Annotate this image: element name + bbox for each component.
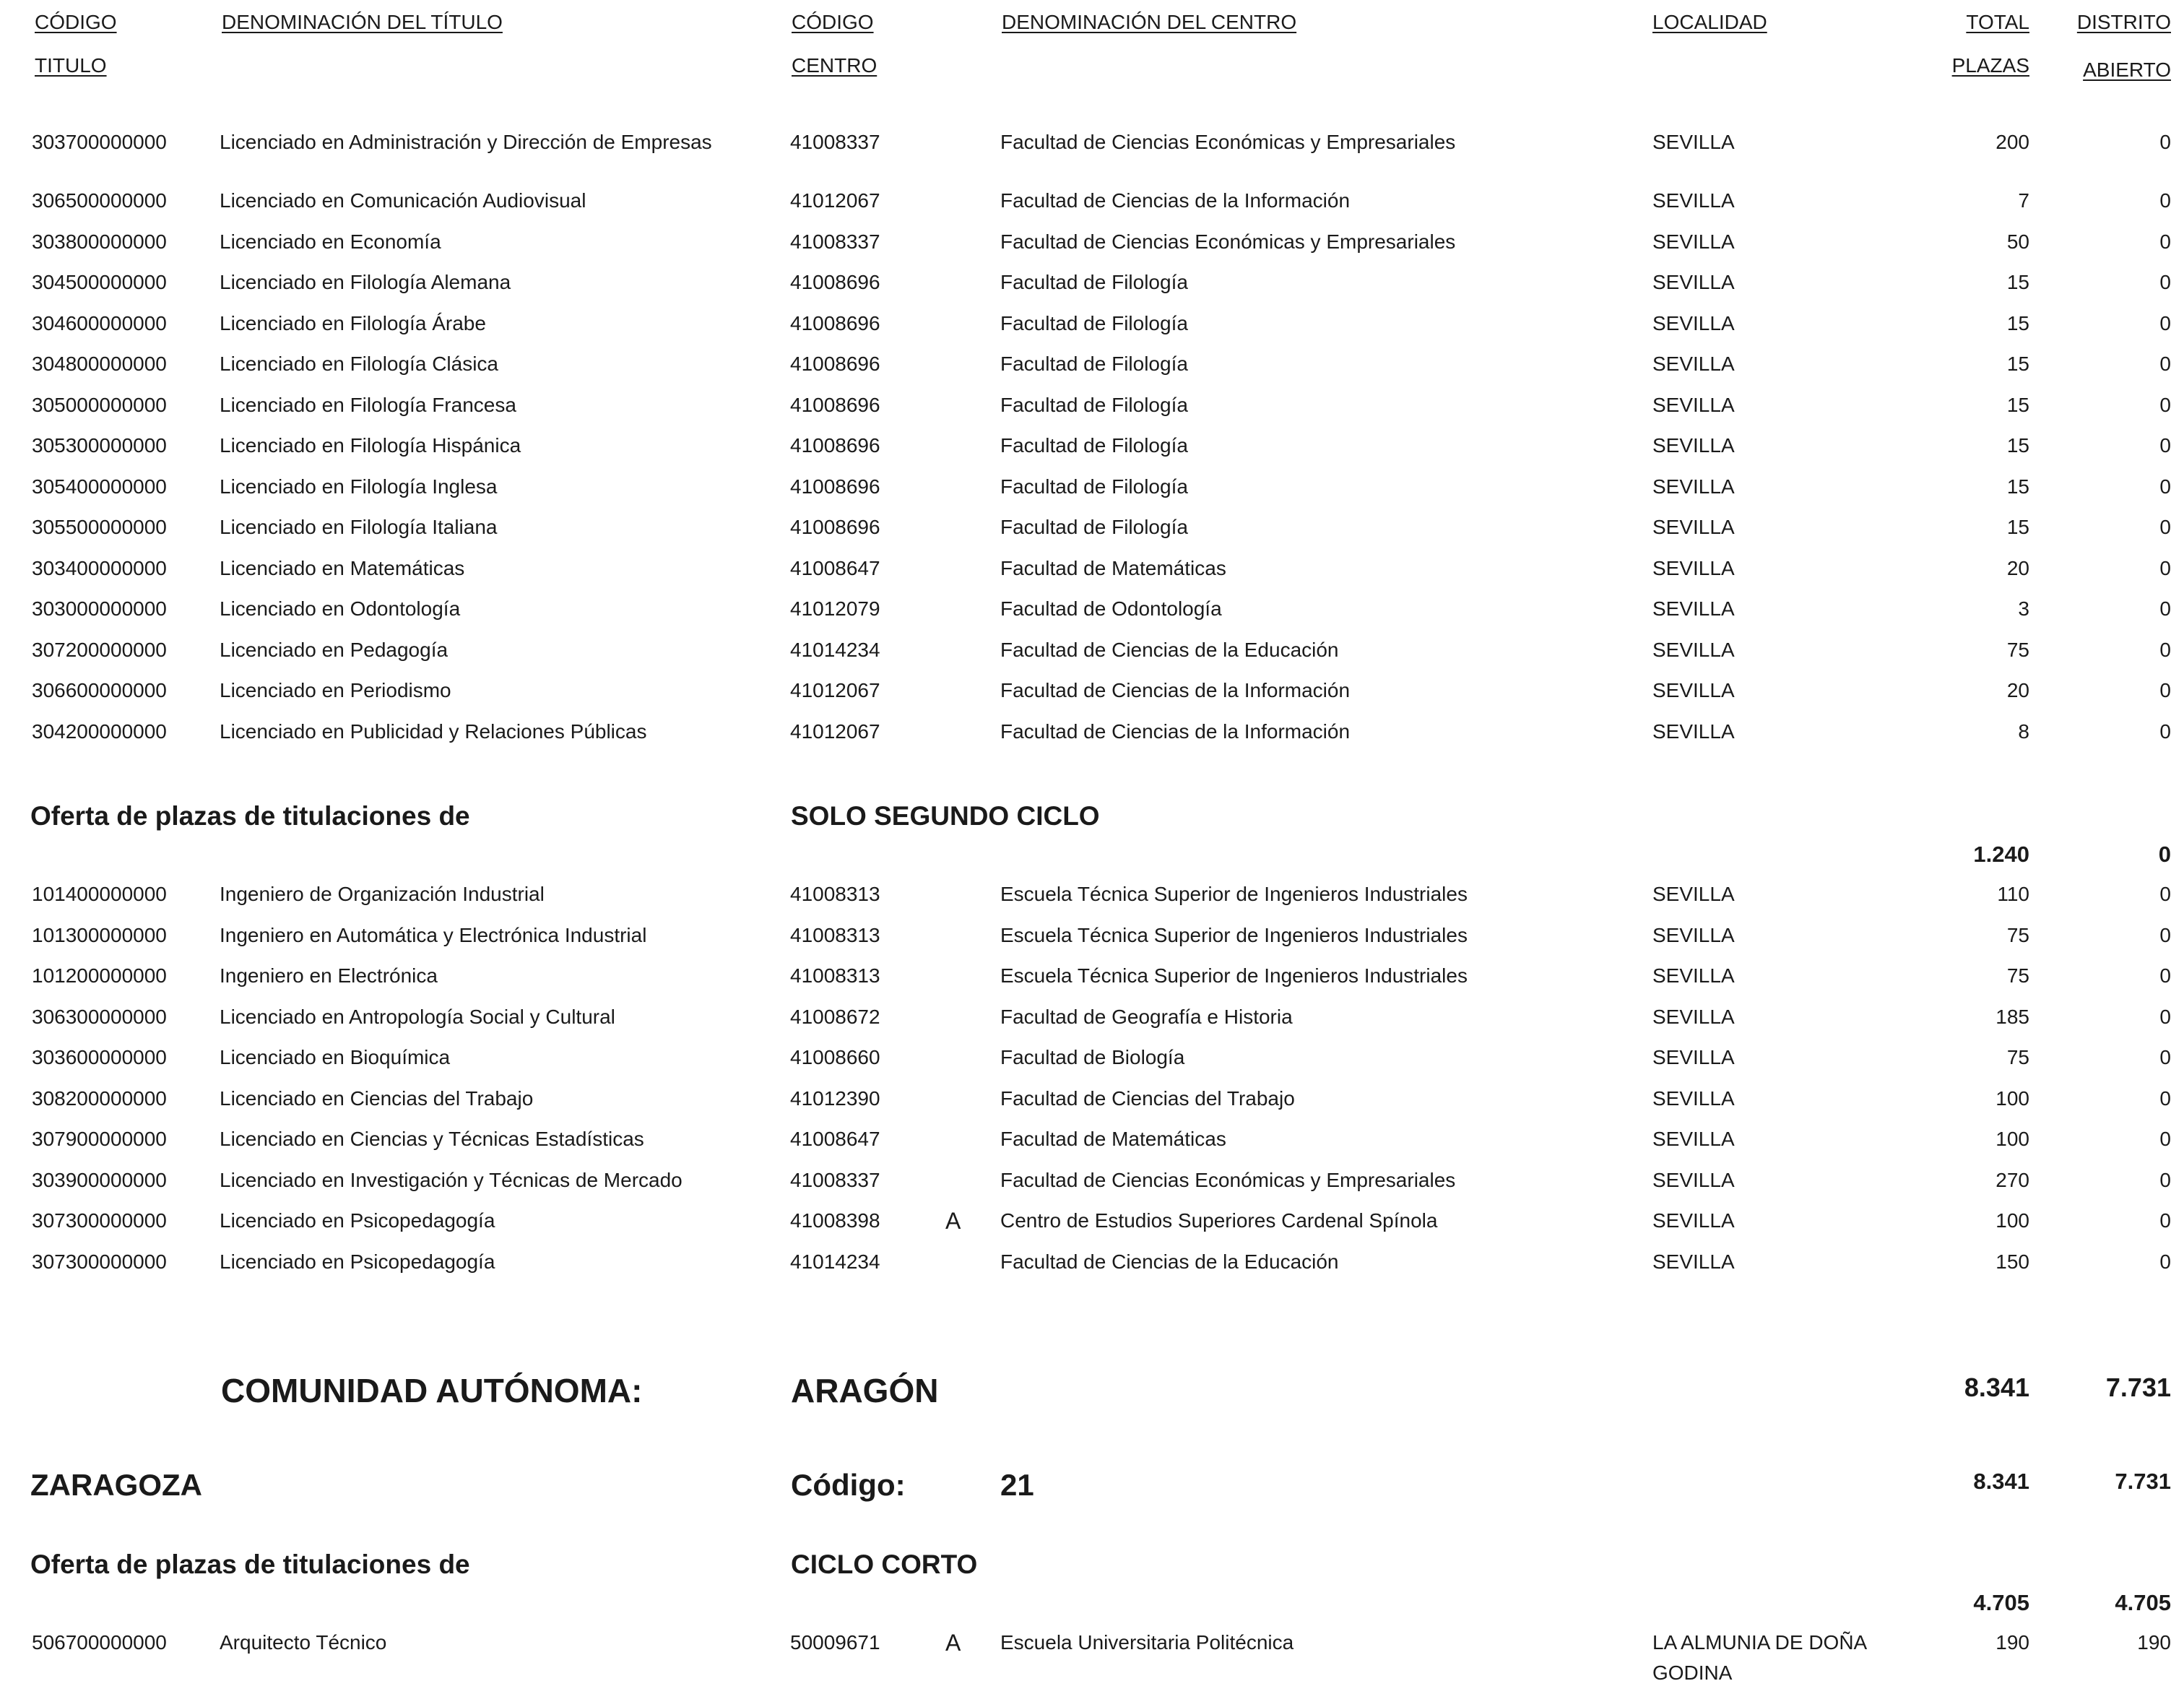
cell-codigo: 303800000000 bbox=[32, 230, 167, 253]
provincia-name: ZARAGOZA bbox=[30, 1468, 202, 1502]
cell-localidad: SEVILLA bbox=[1652, 719, 1735, 743]
cell-centro-codigo: 41008337 bbox=[790, 230, 880, 253]
cell-plazas: 100 bbox=[1996, 1086, 2029, 1110]
cell-plazas: 110 bbox=[1997, 883, 2029, 905]
cell-distrito: 190 bbox=[2137, 1631, 2171, 1654]
cell-centro: Escuela Universitaria Politécnica bbox=[1000, 1631, 1294, 1654]
header-total-plazas-1: TOTAL bbox=[1966, 11, 2029, 33]
cell-distrito: 0 bbox=[2159, 516, 2171, 538]
cell-distrito: 0 bbox=[2159, 679, 2171, 701]
header-codigo-titulo-1: CÓDIGO bbox=[35, 11, 117, 33]
cell-centro: Facultad de Filología bbox=[1000, 353, 1188, 375]
comunidad-total-plazas: 8.341 bbox=[1964, 1373, 2029, 1402]
cell-localidad: SEVILLA bbox=[1652, 923, 1735, 946]
cell-centro: Escuela Técnica Superior de Ingenieros Industriales bbox=[1000, 923, 1468, 946]
provincia-codigo: 21 bbox=[1000, 1468, 1034, 1502]
cell-codigo: 307900000000 bbox=[32, 1128, 167, 1150]
cell-distrito: 0 bbox=[2159, 1209, 2171, 1232]
cell-localidad: SEVILLA bbox=[1652, 556, 1735, 579]
cell-titulo: Licenciado en Filología Italiana bbox=[220, 516, 498, 538]
cell-distrito: 0 bbox=[2159, 1046, 2171, 1068]
cell-plazas: 100 bbox=[1996, 1128, 2029, 1150]
cell-localidad: SEVILLA bbox=[1652, 311, 1735, 334]
cell-centro: Facultad de Ciencias de la Educación bbox=[1000, 1250, 1339, 1273]
cell-codigo: 305000000000 bbox=[32, 393, 167, 416]
cell-centro: Facultad de Ciencias de la Información bbox=[1000, 719, 1351, 743]
cell-distrito: 0 bbox=[2159, 1128, 2171, 1150]
cell-distrito: 0 bbox=[2159, 230, 2171, 253]
subtotal-plazas-segundo: 1.240 bbox=[1973, 842, 2029, 867]
cell-titulo: Licenciado en Publicidad y Relaciones Públicas bbox=[220, 719, 647, 743]
cell-localidad: SEVILLA bbox=[1652, 1209, 1735, 1232]
cell-centro: Facultad de Ciencias Económicas y Empresariales bbox=[1000, 230, 1456, 253]
cell-centro-codigo: 41012067 bbox=[790, 189, 880, 212]
cell-titulo: Licenciado en Ciencias y Técnicas Estadísticas bbox=[220, 1128, 644, 1150]
cell-plazas: 15 bbox=[2006, 516, 2029, 538]
cell-centro: Facultad de Ciencias de la Educación bbox=[1000, 638, 1339, 661]
cell-codigo: 306600000000 bbox=[32, 679, 167, 701]
cell-titulo: Licenciado en Ciencias del Trabajo bbox=[220, 1086, 534, 1110]
cell-plazas: 15 bbox=[2006, 353, 2029, 375]
cell-flag: A bbox=[945, 1630, 961, 1656]
cell-codigo: 506700000000 bbox=[32, 1631, 167, 1654]
header-distrito-abierto-2: ABIERTO bbox=[2083, 59, 2171, 81]
cell-centro: Facultad de Filología bbox=[1000, 271, 1188, 293]
cell-centro: Facultad de Filología bbox=[1000, 393, 1188, 416]
cell-localidad: SEVILLA bbox=[1652, 638, 1735, 661]
cell-centro: Facultad de Ciencias del Trabajo bbox=[1000, 1086, 1295, 1110]
cell-centro: Facultad de Odontología bbox=[1000, 597, 1222, 620]
cell-plazas: 185 bbox=[1996, 1005, 2029, 1028]
cell-centro-codigo: 41008313 bbox=[790, 964, 880, 987]
cell-distrito: 0 bbox=[2159, 883, 2171, 905]
cell-codigo: 305400000000 bbox=[32, 475, 167, 498]
cell-centro-codigo: 41012067 bbox=[790, 679, 880, 701]
cell-distrito: 0 bbox=[2159, 311, 2171, 334]
cell-distrito: 0 bbox=[2159, 964, 2171, 987]
subtotal-distrito-segundo: 0 bbox=[2158, 842, 2171, 867]
cell-distrito: 0 bbox=[2159, 597, 2171, 620]
cell-localidad: SEVILLA bbox=[1652, 271, 1735, 293]
cell-centro: Facultad de Biología bbox=[1000, 1046, 1185, 1068]
cell-centro-codigo: 41008672 bbox=[790, 1005, 880, 1028]
cell-centro: Facultad de Matemáticas bbox=[1000, 1128, 1226, 1150]
cell-localidad: SEVILLA bbox=[1652, 393, 1735, 416]
cell-centro-codigo: 41008696 bbox=[790, 393, 880, 416]
cell-centro-codigo: 41008696 bbox=[790, 311, 880, 334]
subtotal-plazas-corto: 4.705 bbox=[1973, 1590, 2029, 1615]
cell-codigo: 304500000000 bbox=[32, 271, 167, 293]
cell-centro-codigo: 41008696 bbox=[790, 434, 880, 457]
cell-localidad: SEVILLA bbox=[1652, 434, 1735, 457]
cell-titulo: Ingeniero de Organización Industrial bbox=[220, 883, 545, 905]
section-type-corto: CICLO CORTO bbox=[791, 1550, 978, 1579]
cell-centro-codigo: 41008660 bbox=[790, 1046, 880, 1068]
cell-titulo: Licenciado en Filología Árabe bbox=[220, 311, 486, 334]
cell-localidad: SEVILLA bbox=[1652, 1168, 1735, 1191]
cell-distrito: 0 bbox=[2159, 271, 2171, 293]
cell-centro: Escuela Técnica Superior de Ingenieros Industriales bbox=[1000, 964, 1468, 987]
cell-plazas: 75 bbox=[2006, 964, 2029, 987]
cell-codigo: 303400000000 bbox=[32, 556, 167, 579]
cell-titulo: Arquitecto Técnico bbox=[220, 1631, 387, 1654]
cell-titulo: Licenciado en Filología Hispánica bbox=[220, 434, 521, 457]
cell-distrito: 0 bbox=[2159, 475, 2171, 498]
cell-localidad: SEVILLA bbox=[1652, 230, 1735, 253]
header-localidad: LOCALIDAD bbox=[1652, 11, 1767, 33]
cell-centro: Facultad de Ciencias de la Información bbox=[1000, 679, 1351, 701]
cell-titulo: Ingeniero en Electrónica bbox=[220, 964, 438, 987]
cell-codigo: 303000000000 bbox=[32, 597, 167, 620]
cell-plazas: 3 bbox=[2018, 597, 2029, 620]
cell-centro-codigo: 41008337 bbox=[790, 1168, 880, 1191]
cell-codigo: 308200000000 bbox=[32, 1086, 167, 1110]
cell-centro-codigo: 41008696 bbox=[790, 353, 880, 375]
cell-localidad: SEVILLA bbox=[1652, 516, 1735, 538]
cell-centro: Facultad de Ciencias Económicas y Empresariales bbox=[1000, 1168, 1456, 1191]
cell-centro-codigo: 41008696 bbox=[790, 516, 880, 538]
cell-localidad: SEVILLA bbox=[1652, 1086, 1735, 1110]
cell-localidad: SEVILLA bbox=[1652, 597, 1735, 620]
section-label-corto: Oferta de plazas de titulaciones de bbox=[30, 1550, 470, 1579]
cell-titulo: Licenciado en Filología Alemana bbox=[220, 271, 511, 293]
cell-titulo: Licenciado en Antropología Social y Cultural bbox=[220, 1005, 615, 1028]
cell-centro-codigo: 41008647 bbox=[790, 556, 880, 579]
cell-centro-codigo: 41008696 bbox=[790, 475, 880, 498]
cell-plazas: 7 bbox=[2018, 189, 2029, 212]
header-total-plazas-2: PLAZAS bbox=[1951, 54, 2029, 77]
cell-distrito: 0 bbox=[2159, 719, 2171, 743]
cell-codigo: 101300000000 bbox=[32, 923, 167, 946]
cell-localidad: SEVILLA bbox=[1652, 1128, 1735, 1150]
cell-titulo: Licenciado en Filología Clásica bbox=[220, 353, 498, 375]
comunidad-label: COMUNIDAD AUTÓNOMA: bbox=[221, 1372, 643, 1409]
cell-distrito: 0 bbox=[2159, 1168, 2171, 1191]
cell-centro: Facultad de Filología bbox=[1000, 434, 1188, 457]
cell-centro-codigo: 41012079 bbox=[790, 597, 880, 620]
cell-titulo: Licenciado en Psicopedagogía bbox=[220, 1209, 495, 1232]
cell-localidad-line2: GODINA bbox=[1652, 1661, 1733, 1684]
cell-flag: A bbox=[945, 1208, 961, 1234]
cell-codigo: 307300000000 bbox=[32, 1209, 167, 1232]
cell-plazas: 75 bbox=[2006, 1046, 2029, 1068]
cell-centro: Facultad de Filología bbox=[1000, 516, 1188, 538]
cell-codigo: 304200000000 bbox=[32, 719, 167, 743]
cell-distrito: 0 bbox=[2159, 189, 2171, 212]
cell-centro-codigo: 41008647 bbox=[790, 1128, 880, 1150]
cell-titulo: Licenciado en Filología Francesa bbox=[220, 393, 516, 416]
cell-distrito: 0 bbox=[2159, 556, 2171, 579]
cell-plazas: 15 bbox=[2006, 271, 2029, 293]
cell-titulo: Licenciado en Comunicación Audiovisual bbox=[220, 189, 586, 212]
cell-distrito: 0 bbox=[2159, 923, 2171, 946]
cell-codigo: 303900000000 bbox=[32, 1168, 167, 1191]
cell-centro: Centro de Estudios Superiores Cardenal Spínola bbox=[1000, 1209, 1438, 1232]
header-codigo-centro-1: CÓDIGO bbox=[792, 11, 874, 33]
cell-plazas: 50 bbox=[2006, 230, 2029, 253]
cell-codigo: 101200000000 bbox=[32, 964, 167, 987]
cell-distrito: 0 bbox=[2159, 638, 2171, 661]
cell-plazas: 8 bbox=[2018, 719, 2029, 743]
cell-localidad: SEVILLA bbox=[1652, 1005, 1735, 1028]
cell-codigo: 304600000000 bbox=[32, 311, 167, 334]
cell-centro-codigo: 41008337 bbox=[790, 131, 880, 153]
cell-plazas: 15 bbox=[2006, 311, 2029, 334]
header-denominacion-centro: DENOMINACIÓN DEL CENTRO bbox=[1002, 11, 1297, 33]
cell-localidad: SEVILLA bbox=[1652, 1250, 1735, 1273]
cell-plazas: 20 bbox=[2006, 556, 2029, 579]
cell-codigo: 305500000000 bbox=[32, 516, 167, 538]
cell-codigo: 304800000000 bbox=[32, 353, 167, 375]
comunidad-total-distrito: 7.731 bbox=[2105, 1373, 2171, 1402]
header-denominacion-titulo: DENOMINACIÓN DEL TÍTULO bbox=[222, 11, 503, 33]
cell-plazas: 15 bbox=[2006, 475, 2029, 498]
header-distrito-abierto-1: DISTRITO bbox=[2076, 11, 2171, 33]
cell-localidad: SEVILLA bbox=[1652, 131, 1735, 153]
cell-centro-codigo: 41008696 bbox=[790, 271, 880, 293]
cell-distrito: 0 bbox=[2159, 1005, 2171, 1028]
cell-codigo: 307200000000 bbox=[32, 638, 167, 661]
comunidad-name: ARAGÓN bbox=[791, 1372, 939, 1409]
cell-localidad: SEVILLA bbox=[1652, 883, 1735, 905]
cell-centro-codigo: 41012067 bbox=[790, 719, 880, 743]
cell-distrito: 0 bbox=[2159, 434, 2171, 457]
cell-titulo: Licenciado en Administración y Dirección de Empresas bbox=[220, 131, 712, 153]
cell-titulo: Licenciado en Matemáticas bbox=[220, 556, 465, 579]
section-type-segundo: SOLO SEGUNDO CICLO bbox=[791, 801, 1100, 831]
provincia-codigo-label: Código: bbox=[791, 1468, 906, 1502]
cell-codigo: 306500000000 bbox=[32, 189, 167, 212]
cell-centro-codigo: 41008313 bbox=[790, 923, 880, 946]
cell-centro-codigo: 41012390 bbox=[790, 1086, 880, 1110]
cell-plazas: 270 bbox=[1996, 1168, 2029, 1191]
cell-localidad: SEVILLA bbox=[1652, 189, 1735, 212]
cell-centro-codigo: 41008398 bbox=[790, 1209, 880, 1232]
cell-codigo: 101400000000 bbox=[32, 883, 167, 905]
cell-centro: Facultad de Ciencias de la Información bbox=[1000, 189, 1351, 212]
cell-centro: Facultad de Filología bbox=[1000, 311, 1188, 334]
cell-titulo: Licenciado en Pedagogía bbox=[220, 638, 448, 661]
header-codigo-centro-2: CENTRO bbox=[792, 54, 878, 77]
header-codigo-titulo-2: TITULO bbox=[35, 54, 107, 77]
cell-titulo: Licenciado en Economía bbox=[220, 230, 441, 253]
cell-codigo: 305300000000 bbox=[32, 434, 167, 457]
cell-centro: Facultad de Geografía e Historia bbox=[1000, 1005, 1293, 1028]
cell-plazas: 100 bbox=[1996, 1209, 2029, 1232]
cell-centro-codigo: 41014234 bbox=[790, 638, 880, 661]
cell-codigo: 303600000000 bbox=[32, 1046, 167, 1068]
cell-plazas: 190 bbox=[1996, 1631, 2029, 1654]
provincia-total-plazas: 8.341 bbox=[1973, 1469, 2029, 1494]
cell-centro: Facultad de Filología bbox=[1000, 475, 1188, 498]
cell-plazas: 75 bbox=[2006, 638, 2029, 661]
cell-centro-codigo: 41014234 bbox=[790, 1250, 880, 1273]
cell-titulo: Licenciado en Filología Inglesa bbox=[220, 475, 498, 498]
cell-plazas: 200 bbox=[1996, 131, 2029, 153]
cell-distrito: 0 bbox=[2159, 393, 2171, 416]
cell-plazas: 15 bbox=[2006, 393, 2029, 416]
subtotal-distrito-corto: 4.705 bbox=[2115, 1590, 2171, 1615]
cell-centro: Facultad de Matemáticas bbox=[1000, 556, 1226, 579]
cell-codigo: 303700000000 bbox=[32, 131, 167, 153]
cell-titulo: Licenciado en Psicopedagogía bbox=[220, 1250, 495, 1273]
cell-codigo: 307300000000 bbox=[32, 1250, 167, 1273]
cell-localidad: LA ALMUNIA DE DOÑA bbox=[1652, 1631, 1868, 1654]
cell-plazas: 20 bbox=[2006, 679, 2029, 701]
cell-localidad: SEVILLA bbox=[1652, 1046, 1735, 1068]
cell-distrito: 0 bbox=[2159, 131, 2171, 153]
cell-centro-codigo: 41008313 bbox=[790, 883, 880, 905]
cell-centro-codigo: 50009671 bbox=[790, 1631, 880, 1654]
provincia-total-distrito: 7.731 bbox=[2115, 1469, 2171, 1494]
cell-titulo: Licenciado en Odontología bbox=[220, 597, 461, 620]
cell-centro: Facultad de Ciencias Económicas y Empresariales bbox=[1000, 131, 1456, 153]
cell-localidad: SEVILLA bbox=[1652, 475, 1735, 498]
cell-localidad: SEVILLA bbox=[1652, 353, 1735, 375]
cell-distrito: 0 bbox=[2159, 1086, 2171, 1110]
cell-plazas: 150 bbox=[1996, 1250, 2029, 1273]
cell-localidad: SEVILLA bbox=[1652, 964, 1735, 987]
cell-centro: Escuela Técnica Superior de Ingenieros Industriales bbox=[1000, 883, 1468, 905]
cell-plazas: 15 bbox=[2006, 434, 2029, 457]
cell-localidad: SEVILLA bbox=[1652, 679, 1735, 701]
cell-titulo: Licenciado en Bioquímica bbox=[220, 1046, 451, 1068]
section-label-segundo: Oferta de plazas de titulaciones de bbox=[30, 801, 470, 831]
cell-distrito: 0 bbox=[2159, 1250, 2171, 1273]
cell-distrito: 0 bbox=[2159, 353, 2171, 375]
cell-codigo: 306300000000 bbox=[32, 1005, 167, 1028]
cell-titulo: Licenciado en Investigación y Técnicas de Mercado bbox=[220, 1168, 682, 1191]
cell-plazas: 75 bbox=[2006, 923, 2029, 946]
cell-titulo: Ingeniero en Automática y Electrónica Industrial bbox=[220, 923, 647, 946]
cell-titulo: Licenciado en Periodismo bbox=[220, 679, 451, 701]
